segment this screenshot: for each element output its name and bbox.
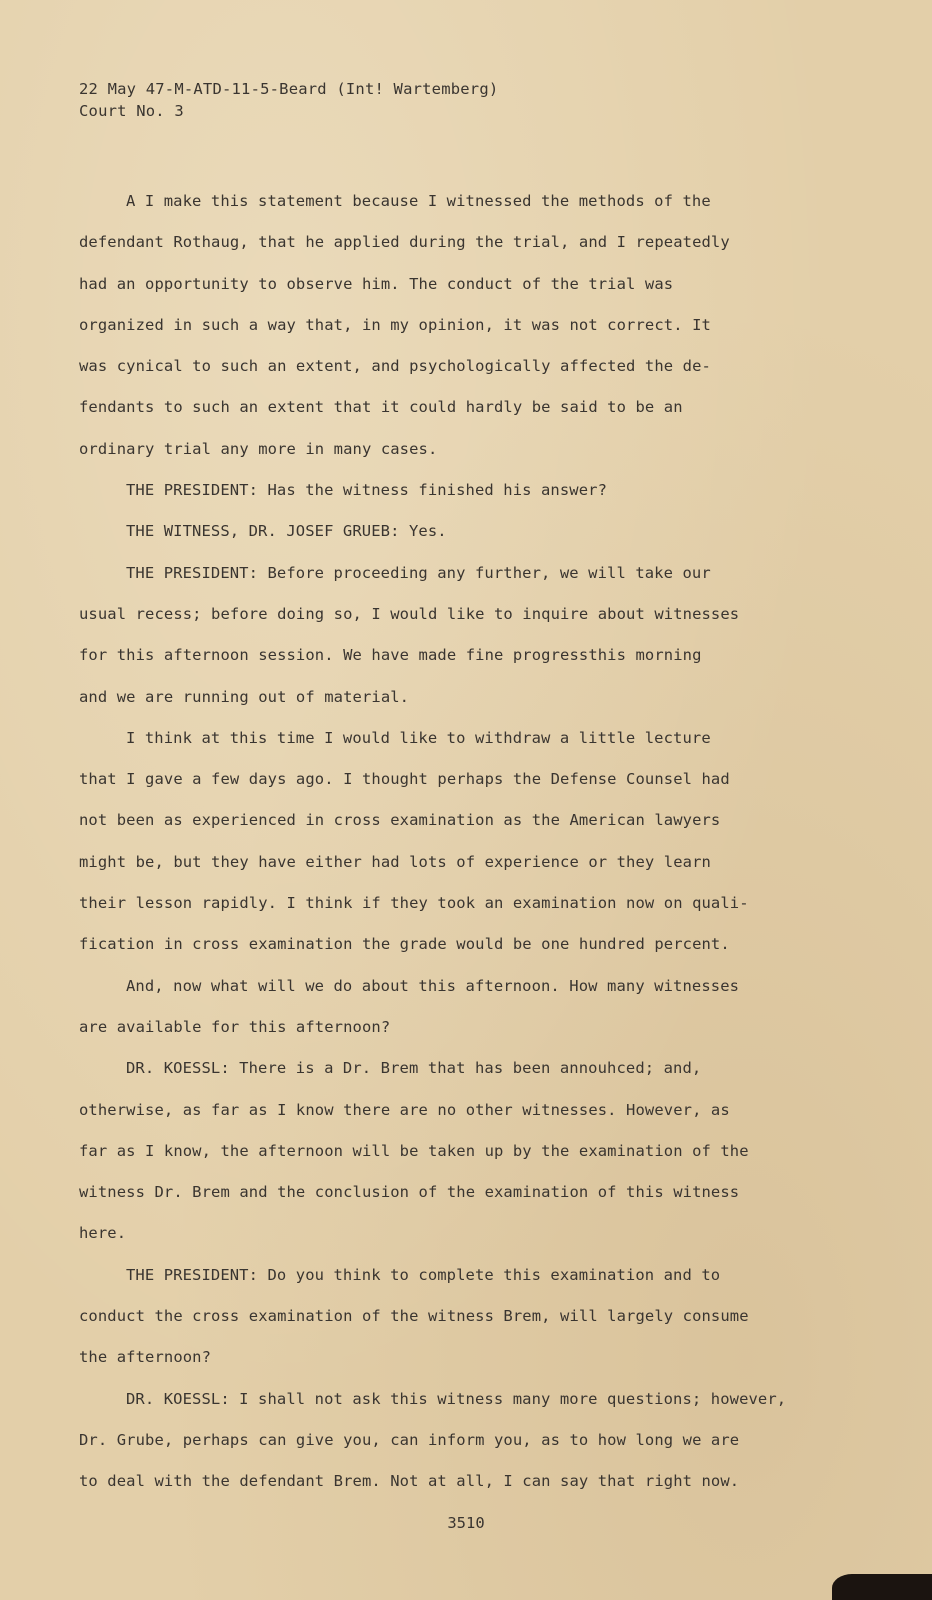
text-line: far as I know, the afternoon will be taken up by the examination of the: [79, 1141, 749, 1160]
paragraph-witness-reply: [79, 511, 849, 552]
text-line: conduct the cross examination of the witness Brem, will largely consume: [79, 1307, 749, 1326]
text-line: I think at this time I would like to withdraw a little lecture: [126, 728, 711, 747]
text-line: A I make this statement because I witnessed the methods of the: [126, 192, 711, 210]
text-line: THE PRESIDENT: Do you think to complete this examination and to: [126, 1265, 721, 1284]
text-line: was cynical to such an extent, and psychologically affected the de-: [79, 357, 711, 376]
paragraph-president-afternoon: [79, 966, 849, 1049]
text-line: THE WITNESS, DR. JOSEF GRUEB: Yes.: [126, 522, 447, 541]
text-line: defendant Rothaug, that he applied during the trial, and I repeatedly: [79, 233, 730, 252]
document-header: [79, 78, 498, 122]
text-line: fication in cross examination the grade would be one hundred percent.: [79, 935, 730, 954]
paragraph-president-examination: [79, 1255, 849, 1379]
text-line: fendants to such an extent that it could hardly be said to be an: [79, 398, 683, 417]
transcript-body: [79, 181, 849, 1503]
paragraph-president-recess: [79, 553, 849, 718]
paragraph-president-lecture: [79, 718, 849, 966]
header-reference-line: 22 May 47-M-ATD-11-5-Beard (Int! Wartemberg): [79, 80, 499, 98]
text-line: DR. KOESSL: There is a Dr. Brem that has been annouhced; and,: [126, 1059, 702, 1078]
text-line: And, now what will we do about this afternoon. How many witnesses: [126, 976, 740, 995]
text-line: are available for this afternoon?: [79, 1017, 391, 1036]
text-line: that I gave a few days ago. I thought perhaps the Defense Counsel had: [79, 770, 730, 789]
paragraph-koessl-reply: [79, 1048, 849, 1254]
text-line: ordinary trial any more in many cases.: [79, 439, 438, 458]
ink-blot-decoration: [832, 1590, 854, 1600]
text-line: the afternoon?: [79, 1348, 212, 1367]
paragraph-koessl-final: [79, 1379, 849, 1503]
text-line: had an opportunity to observe him. The conduct of the trial was: [79, 274, 674, 293]
text-line: not been as experienced in cross examination as the American lawyers: [79, 811, 721, 830]
text-line: their lesson rapidly. I think if they took an examination now on quali-: [79, 894, 749, 913]
text-line: might be, but they have either had lots of experience or they learn: [79, 852, 711, 871]
text-line: Dr. Grube, perhaps can give you, can inform you, as to how long we are: [79, 1430, 740, 1449]
header-court-line: Court No. 3: [79, 102, 184, 120]
text-line: usual recess; before doing so, I would like to inquire about witnesses: [79, 604, 740, 623]
text-line: for this afternoon session. We have made fine progressthis morning: [79, 646, 702, 665]
paragraph-answer: [79, 181, 849, 470]
text-line: otherwise, as far as I know there are no other witnesses. However, as: [79, 1100, 730, 1119]
text-line: witness Dr. Brem and the conclusion of the examination of this witness: [79, 1183, 740, 1202]
text-line: DR. KOESSL: I shall not ask this witness many more questions; however,: [126, 1389, 787, 1408]
text-line: THE PRESIDENT: Has the witness finished his answer?: [126, 481, 608, 500]
text-line: THE PRESIDENT: Before proceeding any further, we will take our: [126, 563, 711, 582]
text-line: organized in such a way that, in my opinion, it was not correct. It: [79, 315, 711, 334]
text-line: here.: [79, 1224, 127, 1243]
page-number: 3510: [447, 1514, 485, 1532]
text-line: and we are running out of material.: [79, 687, 410, 706]
text-line: to deal with the defendant Brem. Not at all, I can say that right now.: [79, 1472, 740, 1491]
paragraph-president-question: [79, 470, 849, 511]
